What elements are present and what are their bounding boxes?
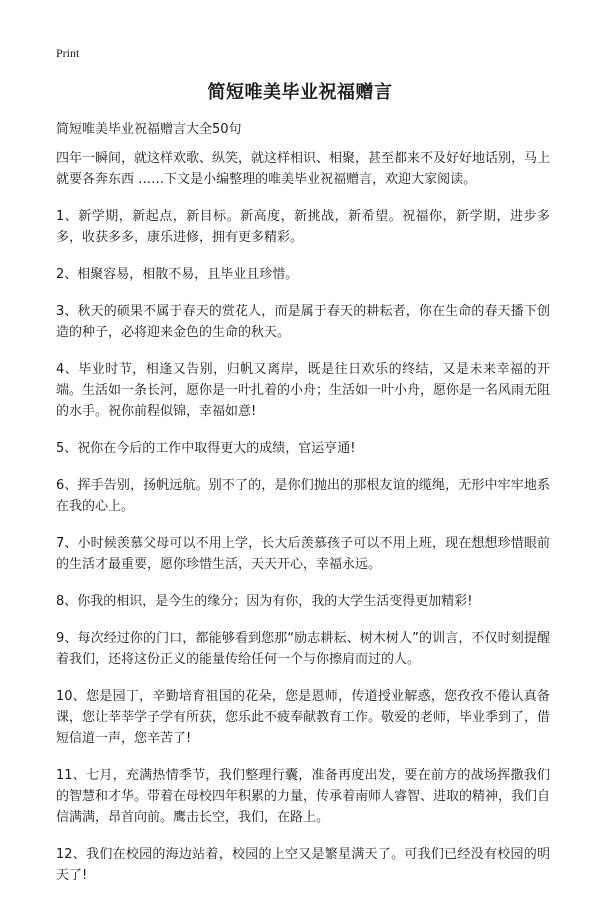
paragraph-9: 9、每次经过你的门口，都能够看到您那“励志耕耘、树木树人”的训言，不仅时刻提醒着我们，还将这份正义的能量传给任何一个与你擦肩而过的人。 [56, 631, 550, 667]
paragraph-12: 12、我们在校园的海边站着，校园的上空又是繁星满天了。可我们已经没有校园的明天了! [56, 847, 550, 883]
paragraph-5: 5、祝你在今后的工作中取得更大的成绩，官运亨通! [56, 441, 356, 456]
paragraph-11: 11、七月，充满热情季节，我们整理行囊，准备再度出发，要在前方的战场挥撒我们的智慧和才华。带着在母校四年积累的力量，传承着南师人睿智、进取的精神，我们自信满满，昂首向前。鹰击长空，我们，在路上。 [56, 768, 551, 825]
document-subtitle: 简短唯美毕业祝福赠言大全50句 [56, 122, 242, 137]
paragraph-1: 1、新学期，新起点，新目标。新高度，新挑战，新希望。祝福你，新学期，进步多多，收获多多，康乐进修，拥有更多精彩。 [56, 209, 550, 245]
document-body [56, 148, 550, 902]
paragraph-8: 8、你我的相识，是今生的缘分；因为有你，我的大学生活变得更加精彩! [56, 594, 473, 609]
paragraph-4: 4、毕业时节，相逢又告别，归帆又离岸，既是往日欢乐的终结，又是未来幸福的开端。生活如一条长河，愿你是一叶扎着的小舟；生活如一叶小舟，愿你是一名风雨无阻的水手。祝你前程似锦，幸福如意! [56, 362, 551, 419]
print-link[interactable]: Print [56, 46, 80, 60]
paragraph-7: 7、小时候羡慕父母可以不用上学，长大后羡慕孩子可以不用上班，现在想想珍惜眼前的生活才最重要，愿你珍惜生活，天天开心，幸福永远。 [56, 536, 550, 572]
page-title: 简短唯美毕业祝福赠言 [207, 82, 393, 103]
paragraph-6: 6、挥手告别，扬帆远航。别不了的，是你们抛出的那根友谊的缆绳，无形中牢牢地系在我的心上。 [56, 478, 550, 514]
paragraph-intro: 四年一瞬间，就这样欢歌、纵笑，就这样相识、相聚，甚至都来不及好好地话别，马上就要各奔东西 ……下文是小编整理的唯美毕业祝福赠言，欢迎大家阅读。 [56, 151, 551, 187]
paragraph-10: 10、您是园丁，辛勤培育祖国的花朵，您是恩师，传道授业解惑，您孜孜不倦认真备课，您让莘莘学子学有所获，您乐此不疲奉献教育工作。敬爱的老师，毕业季到了，借短信道一声，您辛苦了! [56, 689, 551, 746]
paragraph-3: 3、秋天的硕果不属于春天的赏花人，而是属于春天的耕耘者，你在生命的春天播下创造的种子，必将迎来金色的生命的秋天。 [56, 304, 550, 340]
paragraph-2: 2、相聚容易，相散不易，且毕业且珍惜。 [56, 267, 299, 282]
